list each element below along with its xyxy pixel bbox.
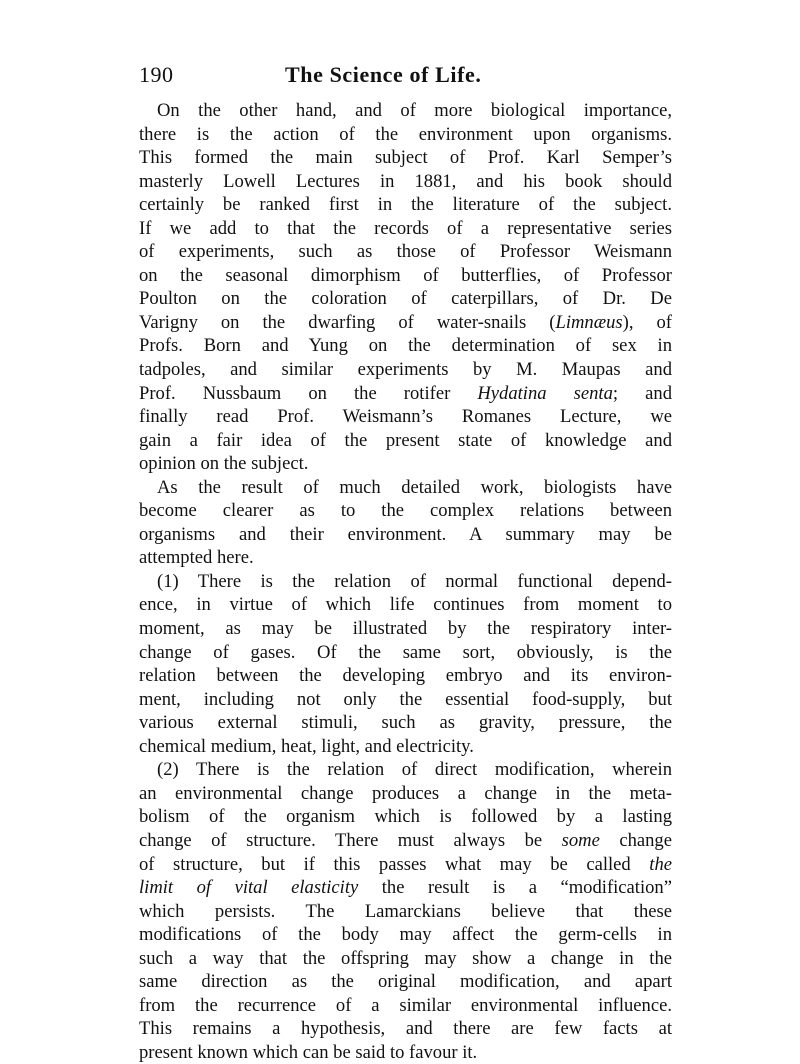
italic-genus: Limnæus — [555, 311, 623, 333]
text-line: (2) There is the relation of direct modification, wherein — [157, 759, 672, 781]
text-line: on the seasonal dimorphism of butterflies, of Professor — [139, 264, 672, 286]
text-line: On the other hand, and of more biological importance, — [157, 100, 672, 121]
text-line: change of structure. There must always be some change — [139, 829, 672, 851]
text-line: limit of vital elasticity the result is a “modification” — [139, 877, 672, 899]
text-line: (1) There is the relation of normal functional depend- — [157, 570, 672, 592]
text-line: finally read Prof. Weismann’s Romanes Lecture, we — [139, 406, 672, 428]
text-line: from the recurrence of a similar environmental influence. — [139, 994, 672, 1016]
italic-species: Hydatina senta — [477, 382, 613, 404]
text-line: of experiments, such as those of Professor Weismann — [139, 241, 672, 263]
text-line: masterly Lowell Lectures in 1881, and his book should — [139, 170, 672, 192]
text-line: ence, in virtue of which life continues from moment to — [139, 594, 672, 616]
text-line: moment, as may be illustrated by the respiratory inter- — [139, 618, 672, 640]
text-line: present known which can be said to favour it. — [139, 1041, 478, 1063]
text-line: an environmental change produces a change in the meta- — [139, 782, 672, 804]
italic-emphasis: the — [649, 853, 672, 875]
text-line: bolism of the organism which is followed by a lasting — [139, 806, 672, 828]
text-line: Profs. Born and Yung on the determination of sex in — [139, 335, 672, 357]
italic-emphasis: limit of vital elasticity — [139, 877, 359, 899]
text-line: such a way that the offspring may show a change in the — [139, 947, 672, 969]
page-number: 190 — [139, 62, 174, 87]
body-text — [139, 99, 672, 1064]
text-line: If we add to that the records of a representative series — [139, 217, 672, 239]
text-line: gain a fair idea of the present state of knowledge and — [139, 429, 672, 451]
text-line: there is the action of the environment upon organisms. — [139, 123, 672, 145]
text-line: Poulton on the coloration of caterpillars, of Dr. De — [139, 288, 672, 310]
text-line: tadpoles, and similar experiments by M. Maupas and — [139, 359, 672, 381]
running-head — [139, 62, 679, 94]
text-line: This remains a hypothesis, and there are few facts at — [139, 1018, 672, 1040]
text-line: certainly be ranked first in the literature of the subject. — [139, 194, 672, 216]
italic-emphasis: some — [561, 829, 600, 851]
text-line: Varigny on the dwarfing of water-snails (Limnæus), of — [139, 311, 672, 333]
text-line: of structure, but if this passes what may be called the — [139, 853, 672, 875]
text-line: change of gases. Of the same sort, obviously, is the — [139, 641, 672, 663]
text-line: This formed the main subject of Prof. Karl Semper’s — [139, 147, 672, 169]
text-line: chemical medium, heat, light, and electricity. — [139, 735, 474, 757]
text-line: opinion on the subject. — [139, 453, 309, 475]
text-line: become clearer as to the complex relations between — [139, 500, 672, 522]
text-line: ment, including not only the essential food-supply, but — [139, 688, 672, 710]
text-line: modifications of the body may affect the germ-cells in — [139, 924, 672, 946]
running-title: The Science of Life. — [285, 62, 482, 87]
text-line: which persists. The Lamarckians believe that these — [139, 900, 672, 922]
text-line: relation between the developing embryo and its environ- — [139, 665, 672, 687]
text-line: same direction as the original modification, and apart — [139, 971, 672, 993]
text-line: Prof. Nussbaum on the rotifer Hydatina senta; and — [139, 382, 672, 404]
text-line: various external stimuli, such as gravity, pressure, the — [139, 712, 672, 734]
text-line: attempted here. — [139, 547, 254, 569]
text-line: As the result of much detailed work, biologists have — [157, 476, 672, 498]
text-line: organisms and their environment. A summary may be — [139, 523, 672, 545]
